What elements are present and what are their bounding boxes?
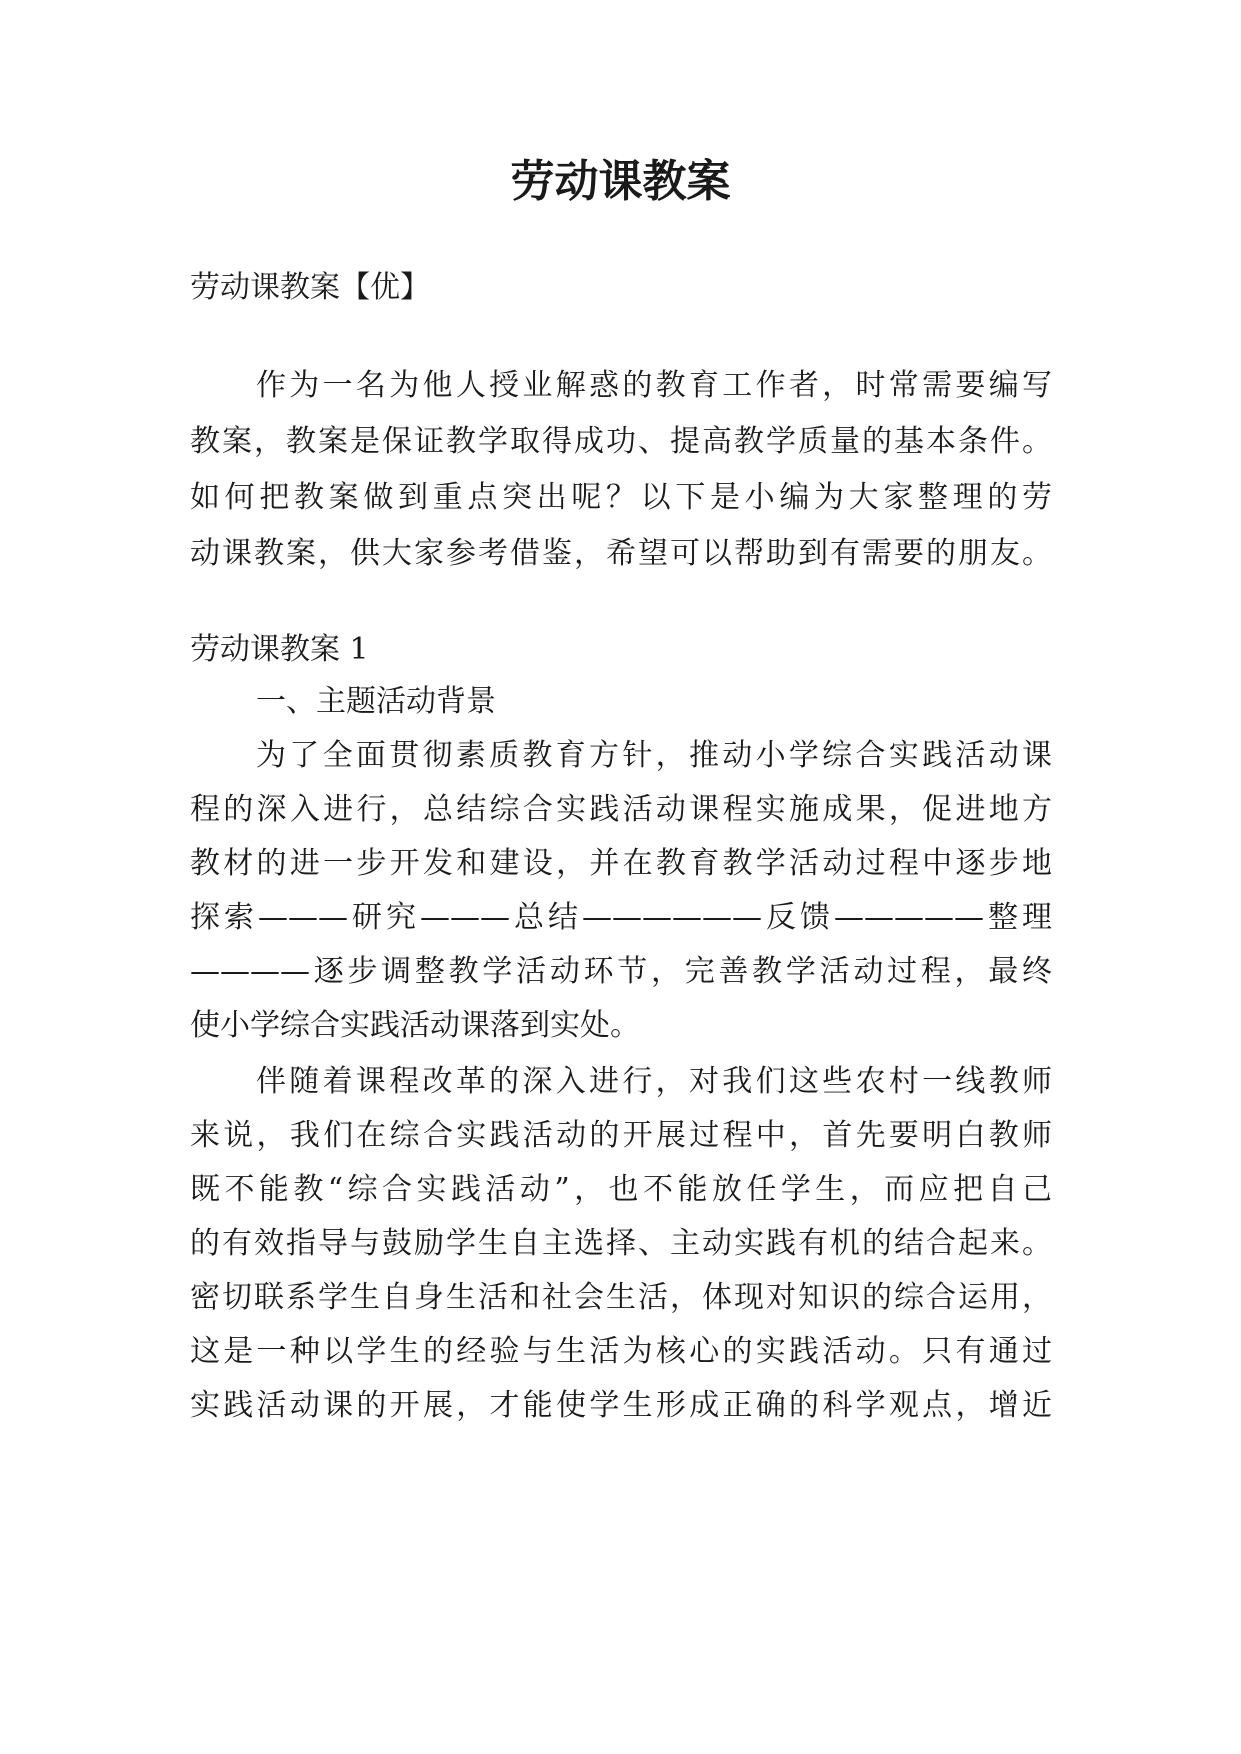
- paragraph-line: 为了全面贯彻素质教育方针，推动小学综合实践活动课: [256, 738, 1052, 773]
- paragraph-line: 伴随着课程改革的深入进行，对我们这些农村一线教师: [256, 1064, 1052, 1099]
- section-heading: 劳动课教案 1: [190, 632, 369, 667]
- paragraph-line: 探索———研究———总结——————反馈—————整理: [190, 900, 1052, 935]
- document-title: 劳动课教案: [510, 156, 731, 207]
- document-subtitle: 劳动课教案【优】: [190, 270, 430, 305]
- paragraph-line: 密切联系学生自身生活和社会生活，体现对知识的综合运用，: [190, 1280, 1052, 1315]
- intro-line: 教案，教案是保证教学取得成功、提高教学质量的基本条件。: [190, 424, 1052, 459]
- paragraph-line: 程的深入进行，总结综合实践活动课程实施成果，促进地方: [190, 792, 1052, 827]
- paragraph-line: 既不能教“综合实践活动”，也不能放任学生，而应把自己: [190, 1172, 1052, 1207]
- paragraph-line: 实践活动课的开展，才能使学生形成正确的科学观点，增近: [190, 1388, 1052, 1423]
- intro-line: 动课教案，供大家参考借鉴，希望可以帮助到有需要的朋友。: [190, 536, 1052, 571]
- section-sub-heading: 一、主题活动背景: [256, 684, 496, 719]
- paragraph-line: 来说，我们在综合实践活动的开展过程中，首先要明白教师: [190, 1118, 1052, 1153]
- paragraph-line: 的有效指导与鼓励学生自主选择、主动实践有机的结合起来。: [190, 1226, 1052, 1261]
- paragraph-line: 使小学综合实践活动课落到实处。: [190, 1008, 640, 1043]
- intro-line: 如何把教案做到重点突出呢？以下是小编为大家整理的劳: [190, 480, 1052, 515]
- paragraph-line: ————逐步调整教学活动环节，完善教学活动过程，最终: [190, 954, 1052, 989]
- paragraph-line: 教材的进一步开发和建设，并在教育教学活动过程中逐步地: [190, 846, 1052, 881]
- paragraph-line: 这是一种以学生的经验与生活为核心的实践活动。只有通过: [190, 1334, 1052, 1369]
- intro-line: 作为一名为他人授业解惑的教育工作者，时常需要编写: [256, 368, 1052, 403]
